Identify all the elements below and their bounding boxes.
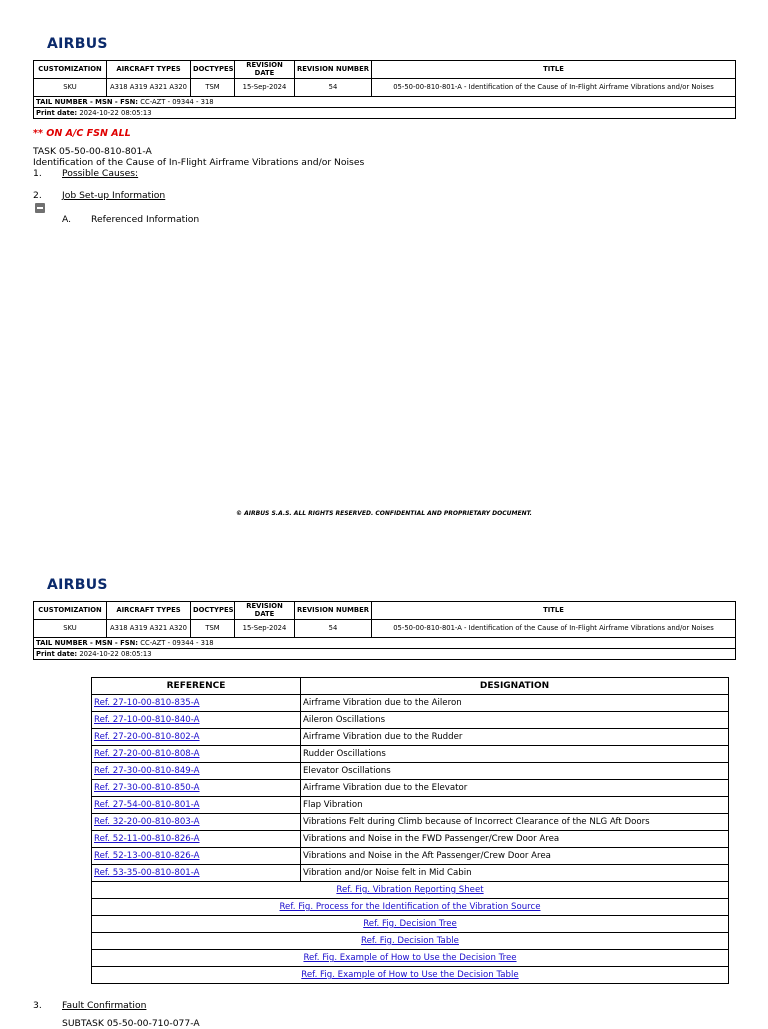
figure-cell: [92, 967, 729, 984]
reference-link[interactable]: Ref. 32-20-00-810-803-A: [94, 817, 200, 827]
title-value: 05-50-00-810-801-A - Identification of the Cause of In-Flight Airframe Vibrations and/or Noises: [372, 79, 736, 97]
reference-cell: [92, 780, 301, 797]
col-title: TITLE: [372, 602, 736, 620]
reference-link[interactable]: Ref. 27-20-00-810-808-A: [94, 749, 200, 759]
table-row: [92, 797, 729, 814]
designation-cell: Aileron Oscillations: [301, 712, 729, 729]
task-code: TASK 05-50-00-810-801-A: [33, 146, 152, 157]
copyright-footer: © AIRBUS S.A.S. ALL RIGHTS RESERVED. CONFIDENTIAL AND PROPRIETARY DOCUMENT.: [236, 510, 532, 517]
figure-link[interactable]: Ref. Fig. Vibration Reporting Sheet: [336, 885, 484, 895]
tail-number-label: TAIL NUMBER - MSN - FSN:: [36, 98, 139, 106]
print-date-value: 2024-10-22 08:05:13: [79, 109, 152, 117]
tail-number-value: CC-AZT - 09344 - 318: [140, 98, 214, 106]
col-revision-number: REVISION NUMBER: [295, 61, 372, 79]
document-header-table: [33, 60, 736, 119]
doctypes-value: TSM: [191, 620, 235, 638]
figure-link[interactable]: Ref. Fig. Process for the Identification of the Vibration Source: [279, 902, 541, 912]
section-3-number: 3.: [33, 1000, 42, 1011]
title-value: 05-50-00-810-801-A - Identification of the Cause of In-Flight Airframe Vibrations and/or Noises: [372, 620, 736, 638]
table-row: [92, 848, 729, 865]
figure-row: [92, 933, 729, 950]
section-job-setup-link[interactable]: Job Set-up Information: [62, 190, 166, 201]
document-page-2: [0, 540, 768, 1029]
reference-cell: [92, 746, 301, 763]
revision-number-value: 54: [295, 620, 372, 638]
col-reference: REFERENCE: [92, 678, 301, 695]
figure-cell: [92, 950, 729, 967]
col-doctypes: DOCTYPES: [191, 61, 235, 79]
col-customization: CUSTOMIZATION: [34, 61, 107, 79]
figure-row: [92, 950, 729, 967]
aircraft-types-value: A318 A319 A321 A320: [107, 79, 191, 97]
customization-value: SKU: [34, 79, 107, 97]
table-row: [92, 729, 729, 746]
print-date-row: [34, 649, 736, 660]
customization-value: SKU: [34, 620, 107, 638]
referenced-information-table: [91, 677, 729, 984]
figure-row: [92, 899, 729, 916]
col-revision-date: REVISION DATE: [235, 61, 295, 79]
reference-link[interactable]: Ref. 27-54-00-810-801-A: [94, 800, 200, 810]
section-1-number: 1.: [33, 168, 42, 179]
reference-cell: [92, 865, 301, 882]
figure-cell: [92, 882, 729, 899]
collapse-icon[interactable]: [35, 203, 45, 213]
tail-number-row: [34, 638, 736, 649]
figure-link[interactable]: Ref. Fig. Decision Table: [361, 936, 459, 946]
reference-link[interactable]: Ref. 52-11-00-810-826-A: [94, 834, 200, 844]
reference-cell: [92, 797, 301, 814]
figure-link[interactable]: Ref. Fig. Example of How to Use the Decision Table: [301, 970, 519, 980]
subsection-a-number: A.: [62, 214, 72, 225]
table-row: [92, 780, 729, 797]
section-2-number: 2.: [33, 190, 42, 201]
figure-link[interactable]: Ref. Fig. Example of How to Use the Decision Tree: [303, 953, 517, 963]
col-customization: CUSTOMIZATION: [34, 602, 107, 620]
figure-cell: [92, 916, 729, 933]
revision-date-value: 15-Sep-2024: [235, 79, 295, 97]
reference-link[interactable]: Ref. 27-10-00-810-840-A: [94, 715, 200, 725]
print-date-row: [34, 108, 736, 119]
designation-cell: Rudder Oscillations: [301, 746, 729, 763]
subtask-code: SUBTASK 05-50-00-710-077-A: [62, 1018, 200, 1029]
col-revision-date: REVISION DATE: [235, 602, 295, 620]
aircraft-types-value: A318 A319 A321 A320: [107, 620, 191, 638]
designation-cell: Vibrations and Noise in the FWD Passenger/Crew Door Area: [301, 831, 729, 848]
designation-cell: Elevator Oscillations: [301, 763, 729, 780]
col-doctypes: DOCTYPES: [191, 602, 235, 620]
reference-cell: [92, 729, 301, 746]
print-date-value: 2024-10-22 08:05:13: [79, 650, 152, 658]
reference-rows: [92, 695, 729, 984]
reference-link[interactable]: Ref. 27-10-00-810-835-A: [94, 698, 200, 708]
designation-cell: Airframe Vibration due to the Rudder: [301, 729, 729, 746]
document-header-table: [33, 601, 736, 660]
reference-link[interactable]: Ref. 27-30-00-810-849-A: [94, 766, 200, 776]
col-title: TITLE: [372, 61, 736, 79]
reference-link[interactable]: Ref. 27-20-00-810-802-A: [94, 732, 200, 742]
figure-cell: [92, 933, 729, 950]
doctypes-value: TSM: [191, 79, 235, 97]
designation-cell: Vibrations and Noise in the Aft Passenger/Crew Door Area: [301, 848, 729, 865]
revision-date-value: 15-Sep-2024: [235, 620, 295, 638]
reference-cell: [92, 848, 301, 865]
subsection-referenced-information: Referenced Information: [91, 214, 200, 225]
designation-cell: Airframe Vibration due to the Elevator: [301, 780, 729, 797]
designation-cell: Vibration and/or Noise felt in Mid Cabin: [301, 865, 729, 882]
figure-cell: [92, 899, 729, 916]
table-row: [92, 831, 729, 848]
table-row: [92, 695, 729, 712]
reference-cell: [92, 763, 301, 780]
effectivity-note: ** ON A/C FSN ALL: [33, 128, 131, 139]
airbus-logo: AIRBUS: [47, 577, 108, 593]
print-date-label: Print date:: [36, 109, 78, 117]
table-row: [92, 763, 729, 780]
figure-link[interactable]: Ref. Fig. Decision Tree: [363, 919, 457, 929]
reference-cell: [92, 814, 301, 831]
reference-cell: [92, 831, 301, 848]
figure-row: [92, 916, 729, 933]
figure-row: [92, 967, 729, 984]
reference-cell: [92, 712, 301, 729]
col-aircraft-types: AIRCRAFT TYPES: [107, 61, 191, 79]
reference-link[interactable]: Ref. 53-35-00-810-801-A: [94, 868, 200, 878]
designation-cell: Flap Vibration: [301, 797, 729, 814]
col-revision-number: REVISION NUMBER: [295, 602, 372, 620]
revision-number-value: 54: [295, 79, 372, 97]
table-row: [92, 814, 729, 831]
designation-cell: Vibrations Felt during Climb because of Incorrect Clearance of the NLG Aft Doors: [301, 814, 729, 831]
task-title: Identification of the Cause of In-Flight Airframe Vibrations and/or Noises: [33, 157, 365, 168]
figure-row: [92, 882, 729, 899]
col-aircraft-types: AIRCRAFT TYPES: [107, 602, 191, 620]
designation-cell: Airframe Vibration due to the Aileron: [301, 695, 729, 712]
tail-number-label: TAIL NUMBER - MSN - FSN:: [36, 639, 139, 647]
tail-number-row: [34, 97, 736, 108]
tail-number-value: CC-AZT - 09344 - 318: [140, 639, 214, 647]
airbus-logo: AIRBUS: [47, 36, 108, 52]
reference-link[interactable]: Ref. 27-30-00-810-850-A: [94, 783, 200, 793]
reference-link[interactable]: Ref. 52-13-00-810-826-A: [94, 851, 200, 861]
table-row: [92, 865, 729, 882]
section-fault-confirmation-link[interactable]: Fault Confirmation: [62, 1000, 147, 1011]
section-possible-causes-link[interactable]: Possible Causes:: [62, 168, 139, 179]
col-designation: DESIGNATION: [301, 678, 729, 695]
table-row: [92, 746, 729, 763]
table-row: [92, 712, 729, 729]
reference-cell: [92, 695, 301, 712]
print-date-label: Print date:: [36, 650, 78, 658]
